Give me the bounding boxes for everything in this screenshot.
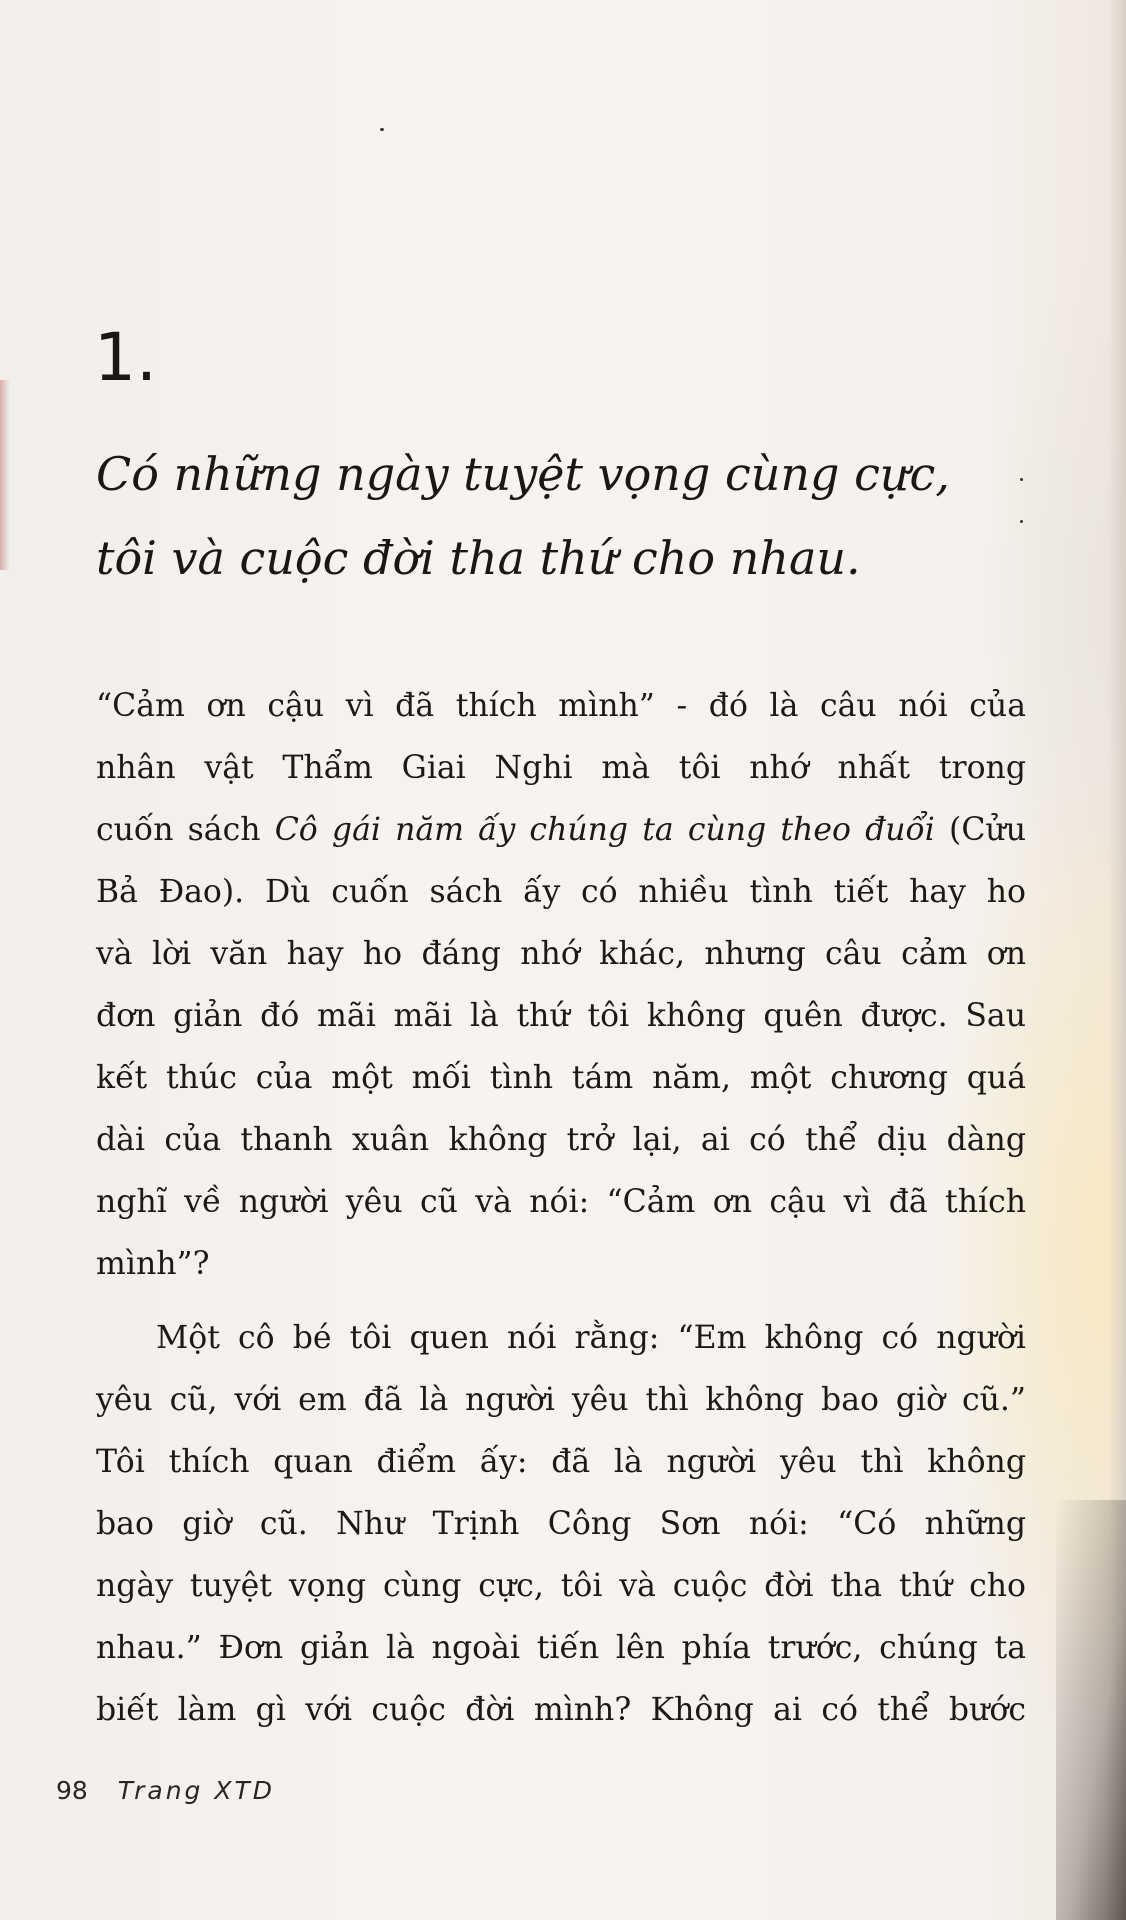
- ink-speck: [1020, 520, 1023, 523]
- paragraph-line: [96, 799, 1026, 861]
- paragraph-line: bao giờ cũ. Như Trịnh Công Sơn nói: “Có những: [96, 1506, 1026, 1542]
- book-title-italic: Cô gái năm ấy chúng ta cùng theo đuổi: [274, 812, 935, 848]
- paragraph-line: “Cảm ơn cậu vì đã thích mình” - đó là câu nói của: [96, 688, 1026, 724]
- chapter-title-line: tôi và cuộc đời tha thứ cho nhau.: [96, 531, 861, 585]
- page-corner-shadow: [1056, 1500, 1126, 1920]
- paragraph-line: kết thúc của một mối tình tám năm, một chương quá: [96, 1060, 1026, 1096]
- paragraph-line: Tôi thích quan điểm ấy: đã là người yêu thì không: [96, 1444, 1026, 1480]
- page-edge-left: [0, 380, 10, 570]
- paragraph-line: Một cô bé tôi quen nói rằng: “Em không có người: [156, 1320, 1026, 1356]
- paragraph-line: Bả Đao). Dù cuốn sách ấy có nhiều tình tiết hay ho: [96, 874, 1026, 910]
- paragraph-line: ngày tuyệt vọng cùng cực, tôi và cuộc đời tha thứ cho: [96, 1568, 1026, 1604]
- paragraph-line: biết làm gì với cuộc đời mình? Không ai có thể bước: [96, 1692, 1026, 1728]
- running-footer-title: Trang XTD: [117, 1776, 276, 1805]
- page-number: 98: [56, 1776, 88, 1805]
- ink-speck: [380, 128, 384, 131]
- paragraph-line: nhau.” Đơn giản là ngoài tiến lên phía trước, chúng ta: [96, 1630, 1026, 1666]
- paragraph-line: mình”?: [96, 1246, 210, 1282]
- chapter-title: [96, 432, 996, 600]
- paragraph-line: dài của thanh xuân không trở lại, ai có thể dịu dàng: [96, 1122, 1026, 1158]
- text-run: (Cửu: [934, 812, 1027, 848]
- paragraph-line: đơn giản đó mãi mãi là thứ tôi không quên được. Sau: [96, 998, 1026, 1034]
- page-footer: [56, 1776, 275, 1805]
- ink-speck: [1020, 478, 1023, 481]
- chapter-title-line: Có những ngày tuyệt vọng cùng cực,: [96, 447, 950, 501]
- paragraph-gap: [96, 1295, 1026, 1307]
- paragraph-line: nhân vật Thẩm Giai Nghi mà tôi nhớ nhất trong: [96, 750, 1026, 786]
- text-run: cuốn sách: [96, 812, 275, 848]
- paragraph-line: và lời văn hay ho đáng nhớ khác, nhưng câu cảm ơn: [96, 936, 1026, 972]
- chapter-number: 1.: [94, 319, 157, 396]
- paragraph-line: nghĩ về người yêu cũ và nói: “Cảm ơn cậu vì đã thích: [96, 1184, 1026, 1220]
- paragraph-line: yêu cũ, với em đã là người yêu thì không bao giờ cũ.”: [96, 1382, 1026, 1418]
- body-text: [96, 675, 1026, 1741]
